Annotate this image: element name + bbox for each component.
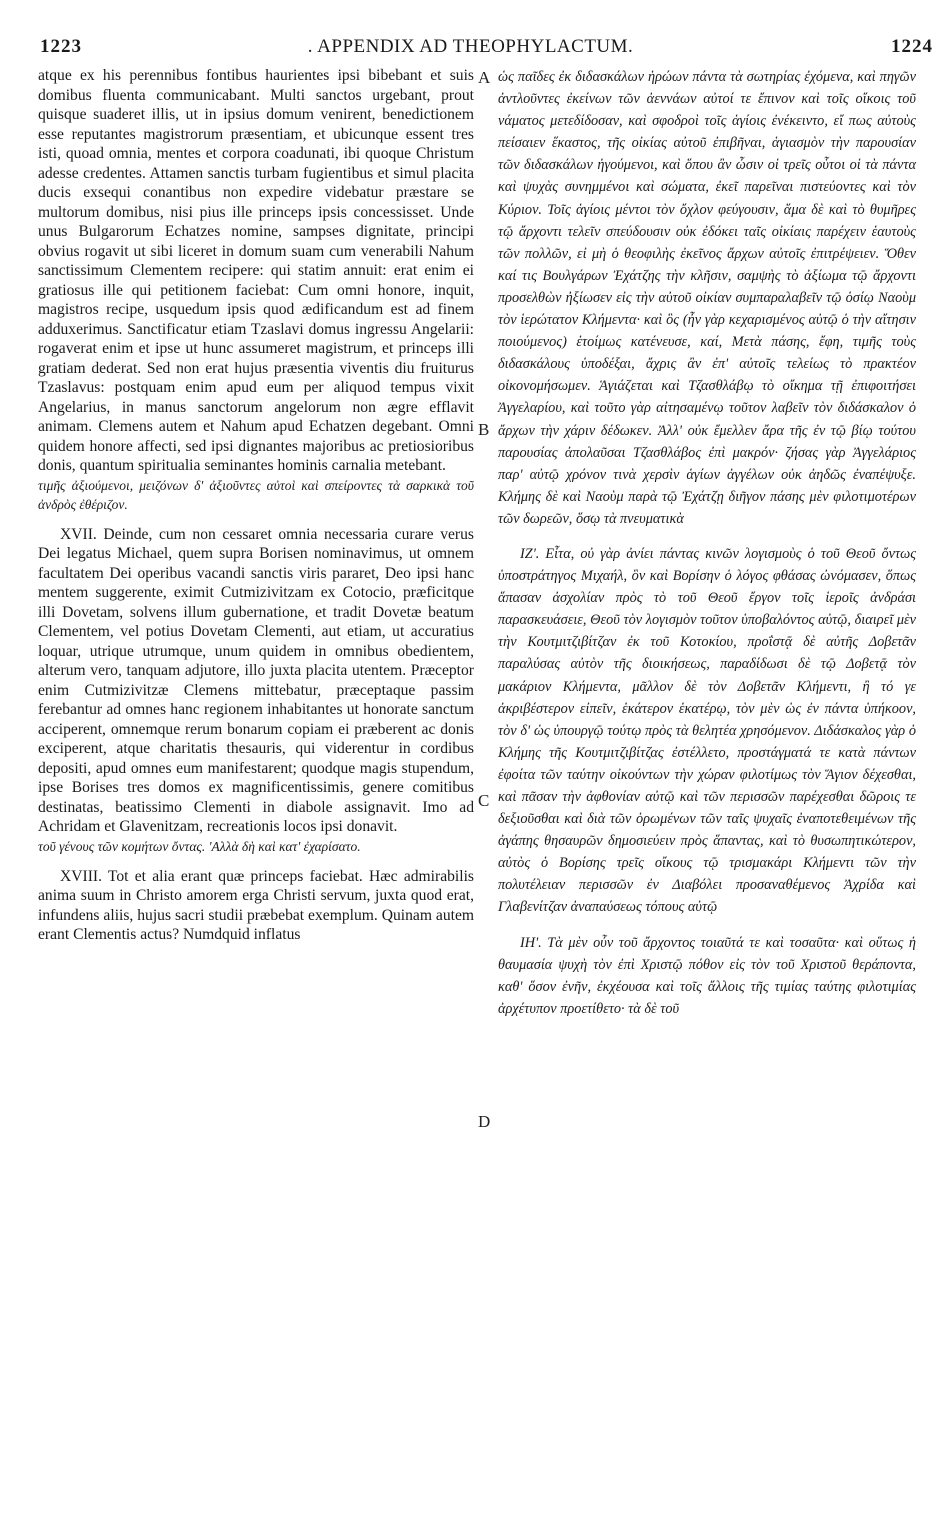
latin-paragraph-xvii: XVII. Deinde, cum non cessaret omnia necessaria curare verus Dei legatus Michael, quem supra Borisen nominavimus, ut omnem facultatem Dei operibus vacandi sanctis viris pararet, Deo ipsi hanc mentem suggerente, eximit Cutmizivitzam ex Cotocio, præficitque illi Dovetam, solvens illum gubernatione, et tradit Dovetæ beatum Clementem, vel potius Dovetam Clementi, aut etiam, ut accuratius loquar, utrique utrumque, unum quidem in omnibus obedientem, alterum vero, tanquam adjutore, illo juxta placita utentem. Præceptor enim Cutmizivitzæ Clemens mittebatur, præceptaque passim ferebantur ad omnes hanc regionem inhabitantes ut honorate sanctum acciperent, omnemque rerum bonarum copiam ei præberent ac donis exciperent, atque charitatis thesauris, qui viderentur in cordibus depositi, apud omnes eum manifestarent; quodque magis stupendum, ipse Borises tres domos ex magnificentissimis, genere comitibus destinatas, beatissimo Clementi in diabole assignavit. Imo ad Achridam et Glavenitzam, recreationis locos ipsi donavit.	[38, 525, 474, 835]
greek-gloss-1: τιμῆς ἀξιούμενοι, μειζόνων δ' ἀξιοῦντες αὐτοὶ καὶ σπείροντες τὰ σαρκικὰ τοῦ ἀνδρὸς ἐθέριζον.	[38, 477, 474, 512]
greek-paragraph-1: ὡς παῖδες ἐκ διδασκάλων ἡρώων πάντα τὰ σωτηρίας ἐχόμενα, καὶ πηγῶν ἀντλοῦντες ἐκείνων τῶν ἀεννάων αὐτοί τε ἔπινον καὶ τοῖς οἴκοις τοῦ νάματος μετεδίδοσαν, καὶ σφοδροὶ τοῖς ἁγίοις ἐνέκειντο, εἴ πως αὐτοὺς πείσαιεν ἕκαστος, τῆς οἰκίας αὐτοῦ ἐπιβῆναι, ἁγιασμὸν τὴν παρουσίαν τῶν διδασκάλων ἡγούμενοι, καὶ ὅπου ἂν ὦσιν οἱ τρεῖς οὗτοι οἱ τὰ πάντα καὶ ψυχὰς συνημμένοι καὶ σώματα, ἐκεῖ παρεῖναι πιστεύοντες καὶ τὸν Κύριον. Τοῖς ἁγίοις μέντοι τὸν ὄχλον φεύγουσιν, ἅμα δὲ καὶ τὸ θυμῆρες τῷ ἄρχοντι τελεῖν σπεύδουσιν οὐκ ἐδόκει ταῖς οἰκίαις παρέχειν ἑαυτοὺς τῶν πολλῶν, εἰ μὴ ὁ θεοφιλὴς ἐκεῖνος ἄρχων αὐτοῖς ἐπιτρέψειεν. Ὅθεν καί τις Βουλγάρων Ἐχάτζης τὴν κλῆσιν, σαμψὴς τὸ ἀξίωμα τῷ ἄρχοντι προσελθὼν ἠξίωσεν εἰς τὴν αὐτοῦ οἰκίαν συμπαραλαβεῖν τῷ ὁσίῳ Ναοὺμ τὸν ἱερώτατον Κλήμεντα· καὶ ὃς (ἦν γὰρ κεχαρισμένος αὐτῷ ὁ τὴν αἴτησιν ποιούμενος) ἑτοίμως κατένευσε, καί, Μετὰ πάσης, ἔφη, τιμῆς τοὺς διδασκάλους ὑποδέξαι, ἄχρις ἂν ἐπ' αὐτοῖς τελείως τὸ πρακτέον οἰκονομήσωμεν. Ἁγιάζεται καὶ Τζασθλάβῳ τὸ οἴκημα τῇ ἐπιφοιτήσει Ἀγγελαρίου, καὶ τοῦτο γὰρ αἰτησαμένῳ τοῦτον λαβεῖν τὸν διδάσκαλον ὁ ἄρχων τὴν χάριν δέδωκεν. Ἀλλ' οὐκ ἔμελλεν ἄρα τῆς ἐν τῷ βίῳ τούτου παρουσίας ἀπολαῦσαι Τζασθλάβος ἐπὶ μακρόν· ζήσας γὰρ Ἀγγελάριος παρ' αὐτῷ χρόνον τινὰ χερσὶν ἁγίων ἀγγέλων οὐκ ἀηδῶς ἐναπέψυξε. Κλήμης δὲ καὶ Ναοὺμ παρὰ τῷ Ἐχάτζῃ διῆγον πάσης μὲν φιλοτιμοτέρων τῶν δωρεῶν, ὅσῳ τὰ πνευματικὰ	[498, 69, 916, 527]
margin-letter-c: C	[478, 791, 490, 810]
running-title: . APPENDIX AD THEOPHYLACTUM.	[307, 36, 634, 57]
latin-column	[38, 66, 474, 945]
latin-paragraph-1: atque ex his perennibus fontibus haurientes ipsi bibebant et suis domibus fluenta communicabant. Multi sanctos urgebant, prout quisque suaderet illis, ut in ipsius domum venirent, benedictionem esse reputantes magistrorum præsentiam, et ubicunque essent tres isti, quoad omnia, mentes et corpora coadunati, ibi quoque Christum adesse credentes. Attamen sanctis turbam fugientibus et simul placita ducis exsequi conantibus non expedire videbatur præstare se multorum domibus, nisi pius ille princeps ipsis concessisset. Unde unus Bulgarorum Echatzes nomine, sampses dignitate, principi obvius rogavit ut sibi liceret in domum suam cum venerabili Nahum sanctissimum Clementem recipere: qui statim annuit: erat enim ei gratiosus ille qui petitionem faciebat: Cum omni honore, inquit, magistros recipe, usquedum ipsis quod ædificandum est ad finem adduxerimus. Sanctificatur etiam Tzaslavi domus ingressu Angelarii: rogaverat enim et ipse ut hunc assumeret magistrum, et princeps illi gratiam dederat. Sed non erat hujus præsentia viventis diu fruiturus Tzaslavus: postquam enim apud eum per aliquod tempus vixit Angelarius, in manus sanctorum angelorum non ægre efflavit animam. Clemens autem et Nahum apud Echatzen degebant. Omni quidem honore affecti, sed ipsi dignantes majoribus ac pretiosioribus donis, quantum spiritualia seminantes hominis carnalia metebant.	[38, 67, 474, 474]
margin-letter-b: B	[478, 420, 490, 439]
margin-letter-a: A	[478, 68, 491, 87]
latin-paragraph-xviii: XVIII. Tot et alia erant quæ princeps faciebat. Hæc admirabilis anima suum in Christo amorem erga Christi servum, juxta quod erat, infundens aliis, hujus sacri studii præbebat exemplum. Quinam autem erant Clementis actus? Numdquid inflatus	[38, 867, 474, 943]
page-number-left: 1223	[40, 36, 82, 57]
greek-gloss-2: τοῦ γένους τῶν κομήτων ὄντας. 'Αλλὰ δὴ καὶ κατ' ἐχαρίσατο.	[38, 838, 361, 854]
greek-column	[498, 66, 916, 1020]
margin-letter-d: D	[478, 1112, 491, 1131]
page-number-right: 1224	[891, 36, 933, 57]
greek-paragraph-iz: ΙΖ'. Εἶτα, οὐ γὰρ ἀνίει πάντας κινῶν λογισμοὺς ὁ τοῦ Θεοῦ ὄντως ὑποστράτηγος Μιχαήλ, ὃν καὶ Βορίσην ὁ λόγος φθάσας ὠνόμασεν, ὅπως ἅπασαν ἀσχολίαν πρὸς τὸ τοῦ Θεοῦ ἔργον τοῖς ἱεροῖς ἀνδράσι παρασκευάσειε, Θεοῦ τὸν λογισμὸν τοῦτον ὑποβαλόντος αὐτῷ, διαιρεῖ μὲν τὴν Κουτμιτζιβίτζαν ἐκ τοῦ Κοτοκίου, προΐστᾷ δὲ αὐτῆς Δοβετᾶν παραλύσας αὐτὸν τῆς διοικήσεως, παραδίδωσι δὲ τῷ Δοβετᾷ τὸν μακάριον Κλήμεντα, μᾶλλον δὲ τὸν Δοβετᾶν Κλήμεντι, ἢ τό γε ἀκριβέστερον εἰπεῖν, ἑκάτερον ἑκατέρῳ, τὸν μὲν ὡς ἐν πάντα ὑπήκοον, τὸν δ' ὡς ὑπουργῷ τούτῳ πρὸς τὰ θελητέα χρησόμενον. Διδάσκαλος γὰρ ὁ Κλήμης τῆς Κουτμιτζιβίτζας ἐστέλλετο, προστάγματά τε κατὰ πάντων ἐφοίτα τῶν ταύτην οἰκούντων τὴν χώραν φιλοτίμως τὸν Ἅγιον δέχεσθαι, καὶ πᾶσαν τὴν ἀφθονίαν αὐτῷ καὶ τῶν περισσῶν παρέχεσθαι δῶροις τε δεξιοῦσθαι καὶ διὰ τῶν ὁρωμένων τῶν ταῖς ψυχαῖς ἐναποτεθειμένων τῆς ἀγάπης θησαυρῶν δημοσιεύειν πρὸς ἅπαντας, καὶ τὸ θυσωπητικώτερον, αὐτὸς ὁ Βορίσης τρεῖς οἴκους τῷ τρισμακάρι Κλήμεντι τῶν τὴν πολυτέλειαν περισσῶν ἐν Διαβόλει προσαναθέμενος Ἀχρίδα καὶ Γλαβενίτζαν ἀναπαύσεως τόπους αὐτῷ	[498, 545, 916, 916]
page-header	[0, 36, 941, 60]
greek-paragraph-ih: ΙΗ'. Τὰ μὲν οὖν τοῦ ἄρχοντος τοιαῦτά τε καὶ τοσαῦτα· καὶ οὕτως ἡ θαυμασία ψυχὴ τὸν ἐπὶ Χριστῷ πόθον εἰς τὸν τοῦ Χριστοῦ θεράποντα, καθ' ὅσον ἐνῆν, ἐκχέουσα καὶ τοῖς ἄλλοις τῆς τιμίας ταύτης φιλοτιμίας ἀρχέτυπον προετίθετο· τὰ δὲ τοῦ	[498, 934, 916, 1017]
